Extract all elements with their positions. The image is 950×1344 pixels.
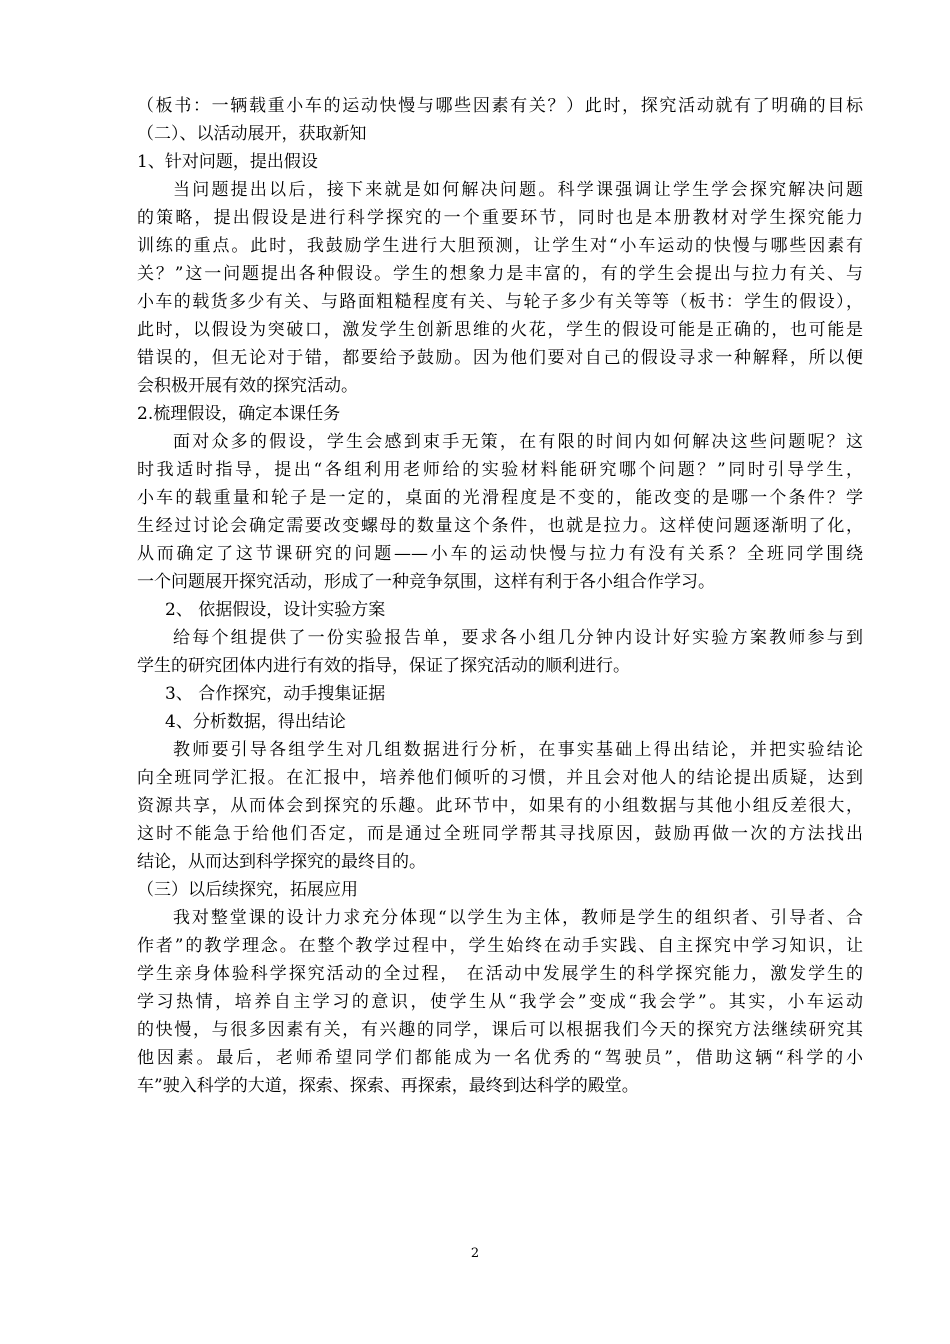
text-line: 错误的，但无论对于错，都要给予鼓励。因为他们要对自己的假设寻求一种解释，所以便: [137, 348, 863, 368]
text-line: 学习热情，培养自主学习的意识，使学生从“我学会”变成“我会学”。其实，小车运动: [137, 992, 863, 1012]
text-line: 车”驶入科学的大道，探索、探索、再探索，最终到达科学的殿堂。: [137, 1076, 639, 1096]
page-number: 2: [470, 1246, 480, 1261]
document-body: [137, 92, 863, 1100]
text-line: 时我适时指导，提出“各组利用老师给的实验材料能研究哪个问题？”同时引导学生，: [137, 460, 863, 480]
text-line: 学生的研究团体内进行有效的指导，保证了探究活动的顺利进行。: [137, 656, 630, 676]
text-line: （二）、以活动展开，获取新知: [137, 124, 367, 144]
text-line: 教师要引导各组学生对几组数据进行分析，在事实基础上得出结论，并把实验结论: [173, 740, 863, 760]
text-line: 会积极开展有效的探究活动。: [137, 376, 358, 396]
text-line: 学生亲身体验科学探究活动的全过程， 在活动中发展学生的科学探究能力，激发学生的: [137, 964, 863, 984]
text-line: 作者”的教学理念。在整个教学过程中，学生始终在动手实践、自主探究中学习知识，让: [137, 936, 863, 956]
text-line: 他因素。最后，老师希望同学们都能成为一名优秀的“驾驶员”，借助这辆“科学的小: [137, 1048, 863, 1068]
text-line: 当问题提出以后，接下来就是如何解决问题。科学课强调让学生学会探究解决问题: [173, 180, 863, 200]
text-line: 生经过讨论会确定需要改变螺母的数量这个条件，也就是拉力。这样使问题逐渐明了化，: [137, 516, 863, 536]
text-line: 2.梳理假设，确定本课任务: [137, 404, 341, 424]
text-line: 1、针对问题，提出假设: [137, 152, 318, 172]
text-line: 我对整堂课的设计力求充分体现“以学生为主体，教师是学生的组织者、引导者、合: [173, 908, 863, 928]
text-line: （三）以后续探究，拓展应用: [137, 880, 358, 900]
text-line: 资源共享，从而体会到探究的乐趣。此环节中，如果有的小组数据与其他小组反差很大，: [137, 796, 863, 816]
text-line: 从而确定了这节课研究的问题——小车的运动快慢与拉力有没有关系？全班同学围绕: [137, 544, 863, 564]
text-line: 一个问题展开探究活动，形成了一种竞争氛围，这样有利于各小组合作学习。: [137, 572, 715, 592]
text-line: （板书：一辆载重小车的运动快慢与哪些因素有关？）此时，探究活动就有了明确的目标: [137, 96, 863, 116]
text-line: 面对众多的假设，学生会感到束手无策，在有限的时间内如何解决这些问题呢？这: [173, 432, 863, 452]
text-line: 的快慢，与很多因素有关，有兴趣的同学，课后可以根据我们今天的探究方法继续研究其: [137, 1020, 863, 1040]
text-line: 关？”这一问题提出各种假设。学生的想象力是丰富的，有的学生会提出与拉力有关、与: [137, 264, 863, 284]
text-line: 4、分析数据，得出结论: [165, 712, 346, 732]
text-line: 这时不能急于给他们否定，而是通过全班同学帮其寻找原因，鼓励再做一次的方法找出: [137, 824, 863, 844]
text-line: 小车的载货多少有关、与路面粗糙程度有关、与轮子多少有关等等（板书：学生的假设），: [137, 292, 863, 312]
text-line: 的策略，提出假设是进行科学探究的一个重要环节，同时也是本册教材对学生探究能力: [137, 208, 863, 228]
text-line: 3、 合作探究，动手搜集证据: [165, 684, 386, 704]
text-line: 训练的重点。此时，我鼓励学生进行大胆预测，让学生对“小车运动的快慢与哪些因素有: [137, 236, 863, 256]
text-line: 小车的载重量和轮子是一定的，桌面的光滑程度是不变的，能改变的是哪一个条件？学: [137, 488, 863, 508]
text-line: 给每个组提供了一份实验报告单，要求各小组几分钟内设计好实验方案教师参与到: [173, 628, 863, 648]
text-line: 此时，以假设为突破口，激发学生创新思维的火花，学生的假设可能是正确的，也可能是: [137, 320, 863, 340]
text-line: 2、 依据假设，设计实验方案: [165, 600, 386, 620]
text-line: 结论，从而达到科学探究的最终目的。: [137, 852, 426, 872]
text-line: 向全班同学汇报。在汇报中，培养他们倾听的习惯，并且会对他人的结论提出质疑，达到: [137, 768, 863, 788]
